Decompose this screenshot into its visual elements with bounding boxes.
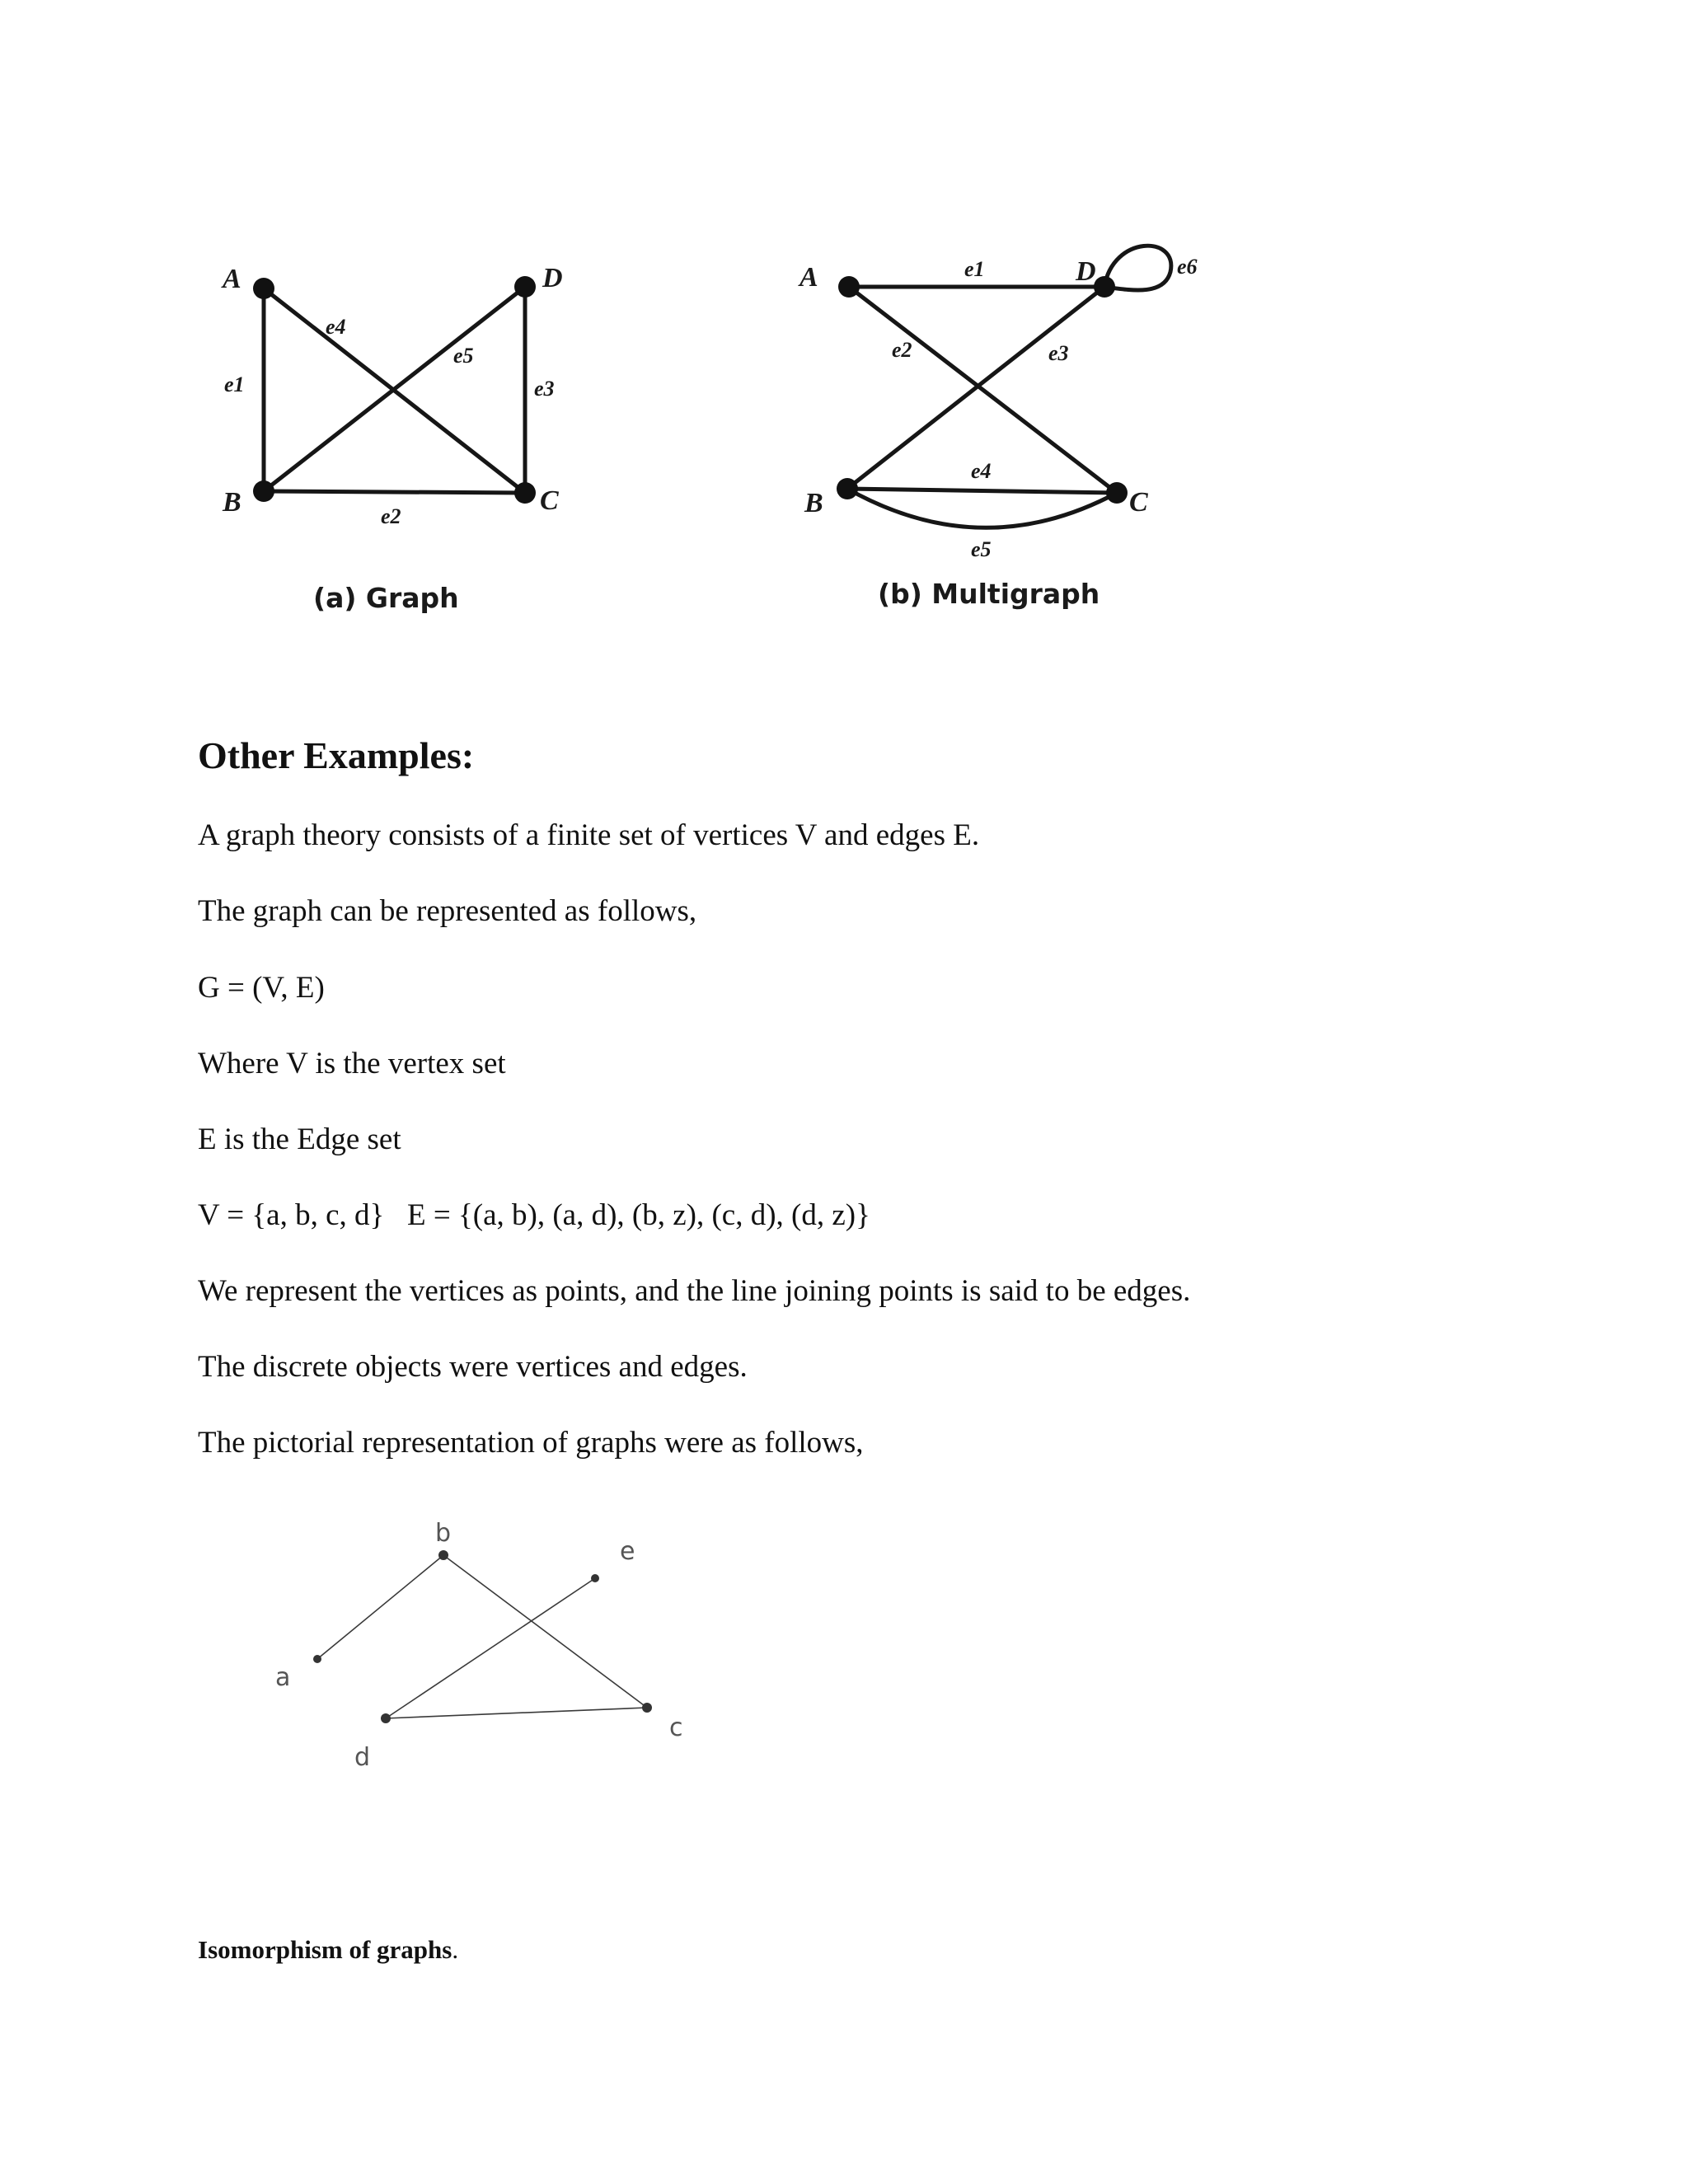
- paragraph-9: The pictorial representation of graphs were as follows,: [198, 1426, 864, 1460]
- edge-label-e5: e5: [453, 344, 474, 368]
- vertex-d: [381, 1713, 391, 1723]
- vertex-label-e: e: [620, 1537, 635, 1566]
- edge-label-e5: e5: [971, 537, 992, 561]
- vertex-label-a: A: [799, 262, 818, 293]
- vertex-label-b: B: [223, 487, 241, 518]
- paragraph-1: A graph theory consists of a finite set of vertices V and edges E.: [198, 818, 980, 852]
- edge-label-e2: e2: [892, 338, 912, 362]
- vertex-b: [837, 478, 858, 499]
- isomorphism-period: .: [452, 1935, 459, 1964]
- edge-label-e1: e1: [224, 373, 245, 396]
- isomorphism-heading: [198, 1935, 458, 1965]
- vertex-e: [591, 1574, 599, 1582]
- vertex-label-a: A: [223, 264, 241, 294]
- paragraph-6: V = {a, b, c, d} E = {(a, b), (a, d), (b, z), (c, d), (d, z)}: [198, 1198, 870, 1232]
- edge-label-e3: e3: [1048, 341, 1069, 365]
- figure-b-caption: (b) Multigraph: [878, 578, 1100, 610]
- vertex-d: [514, 276, 536, 298]
- vertex-label-d: D: [542, 263, 563, 293]
- edge-b-c: [443, 1555, 647, 1708]
- vertex-c: [1106, 482, 1128, 504]
- vertex-b: [438, 1550, 448, 1560]
- figure-a-caption: (a) Graph: [313, 582, 459, 614]
- vertex-label-c: C: [540, 485, 559, 516]
- vertex-label-d: d: [354, 1743, 371, 1772]
- vertex-label-d: D: [1076, 256, 1096, 287]
- edge-d-c: [386, 1708, 647, 1718]
- figure-b-multigraph: [791, 239, 1253, 626]
- vertex-label-c: C: [1129, 487, 1148, 518]
- vertex-b: [253, 480, 274, 502]
- paragraph-2: The graph can be represented as follows,: [198, 894, 697, 928]
- vertex-label-a: a: [275, 1663, 291, 1692]
- figure-c-graph: [264, 1516, 709, 1788]
- edge-d-e: [386, 1578, 595, 1718]
- edge-label-e4: e4: [971, 459, 992, 483]
- figure-a-graph: [198, 247, 626, 626]
- edge-label-e3: e3: [534, 377, 555, 401]
- vertex-d: [1094, 276, 1115, 298]
- vertex-label-b: b: [435, 1519, 452, 1548]
- vertex-a: [253, 278, 274, 299]
- paragraph-3: G = (V, E): [198, 971, 325, 1005]
- isomorphism-title: Isomorphism of graphs: [198, 1935, 452, 1964]
- edge-e4: [847, 489, 1117, 493]
- vertex-label-b: B: [804, 488, 823, 518]
- vertex-c: [514, 482, 536, 504]
- vertex-c: [642, 1703, 652, 1713]
- edge-label-e2: e2: [381, 504, 401, 528]
- vertex-label-c: c: [669, 1713, 683, 1742]
- edge-label-e6: e6: [1177, 255, 1198, 279]
- vertex-a: [313, 1655, 321, 1663]
- section-heading: Other Examples:: [198, 734, 475, 776]
- vertex-a: [838, 276, 860, 298]
- edge-label-e4: e4: [326, 315, 346, 339]
- edge-e2: [264, 491, 525, 493]
- edge-label-e1: e1: [964, 257, 985, 281]
- paragraph-4: Where V is the vertex set: [198, 1047, 506, 1080]
- paragraph-7: We represent the vertices as points, and the line joining points is said to be edges.: [198, 1274, 1191, 1308]
- paragraph-5: E is the Edge set: [198, 1122, 401, 1156]
- edge-e5: [847, 489, 1117, 527]
- edge-a-b: [317, 1555, 443, 1659]
- paragraph-8: The discrete objects were vertices and edges.: [198, 1350, 748, 1384]
